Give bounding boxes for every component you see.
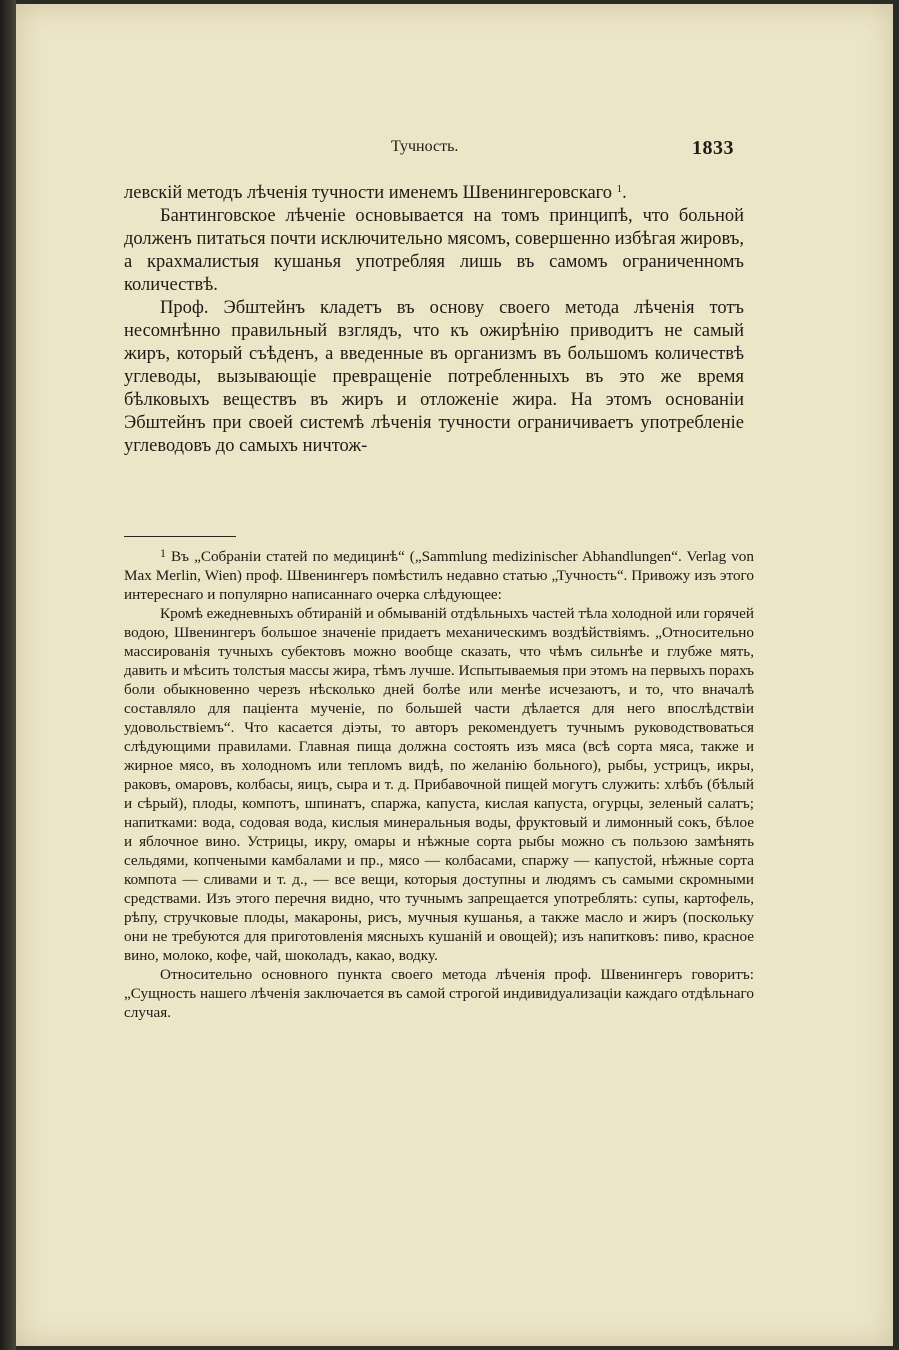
footnote-paragraph-diet: Кромѣ ежедневныхъ обтираній и обмываній отдѣльныхъ частей тѣла холодной или горячей водою, Швенингеръ большое значеніе придаетъ механическимъ воздѣйствіямъ. „Относительно массированія тучныхъ субектовъ можно вообще сказать, что чѣмъ сильнѣе и глубже мять, давить и мѣсить толстыя массы жира, тѣмъ лучше. Испытываемыя при этомъ на первыхъ порахъ боли обыкновенно черезъ нѣсколько дней болѣе или менѣе исчезаютъ, и то, что вначалѣ составляло для паціента мученіе, по большей части дѣлается для него впослѣдствіи удовольствіемъ“. Что касается діэты, то авторъ рекомендуетъ тучнымъ руководствоваться слѣдующими правилами. Главная пища должна состоять изъ мяса (всѣ сорта мяса, также и жирное мясо, въ холодномъ или тепломъ видѣ, по желанію больного), рыбы, устрицъ, икры, раковъ, омаровъ, колбасы, яицъ, сыра и т. д. Прибавочной пищей могутъ служить: хлѣбъ (бѣлый и сѣрый), плоды, компотъ, шпинатъ, спаржа, капуста, кислая капуста, огурцы, зеленый салатъ; напитками: вода, содовая вода, кислыя минеральныя воды, фруктовый и лимонный сокъ, бѣлое и яблочное вино. Устрицы, икру, омары и нѣжные сорта рыбы можно съ пользою замѣнять сельдями, копчеными камбалами и пр., мясо — колбасами, спаржу — капустой, нѣжные сорта компота — сливами и т. д., — все вещи, которыя доступны и людямъ съ самыми скромными средствами. Изъ этого перечня видно, что тучнымъ запрещается употреблять: супы, картофель, рѣпу, стручковые плоды, макароны, рисъ, мучныя кушанья, а также масло и жиръ (поскольку они не требуются для приготовленія мясныхъ кушаній и овощей); изъ напитковъ: пиво, красное вино, молоко, кофе, чай, шоколадъ, какао, водку. (124, 605, 755, 964)
footnote-reference: 1 (616, 183, 623, 195)
footnote-divider (124, 536, 236, 537)
footnote-intro (124, 544, 754, 604)
running-title: Тучность. (391, 138, 459, 155)
paragraph-ebstein: Проф. Эбштейнъ кладетъ въ основу своего метода лѣченія тотъ несомнѣнно правильный взглядъ, что къ ожирѣнію приводитъ не самый жиръ, который съѣденъ, а введенные въ организмъ въ большомъ количествѣ углеводы, вызывающіе превращеніе потребленныхъ въ это же время бѣлковыхъ веществъ въ жиръ и отложеніе жира. На этомъ основаніи Эбштейнъ при своей системѣ лѣченія тучности ограничиваетъ употребленіе углеводовъ до самыхъ ничтож- (124, 298, 744, 456)
book-page (16, 4, 893, 1346)
footnote-text: Въ „Собраніи статей по медицинѣ“ („Sammlung medizinischer Abhandlungen“. Verlag von Max Merlin, Wien) проф. Швенингеръ помѣстилъ недавно статью „Тучность“. Привожу изъ этого интереснаго и популярно написаннаго очерка слѣдующее: (124, 548, 754, 603)
footnote-paragraph-method: Относительно основного пункта своего метода лѣченія проф. Швенингеръ говоритъ: „Сущность нашего лѣченія заключается въ самой строгой индивидуализаціи каждаго отдѣльнаго случая. (124, 966, 754, 1021)
page-number: 1833 (692, 137, 734, 159)
footnote (124, 544, 754, 1022)
paragraph-continuation (124, 182, 744, 205)
main-text (124, 182, 744, 458)
page-header (16, 138, 893, 164)
paragraph-end: . (622, 183, 627, 203)
book-spine (0, 0, 16, 1350)
paragraph-text: левскій методъ лѣченія тучности именемъ Швенингеровскаго (124, 183, 617, 203)
footnote-marker: 1 (160, 546, 166, 560)
paragraph-banting: Бантинговское лѣченіе основывается на томъ принципѣ, что больной долженъ питаться почти исключительно мясомъ, совершенно избѣгая жировъ, а крахмалистыя кушанья употребляя лишь въ самомъ ограниченномъ количествѣ. (124, 206, 744, 295)
